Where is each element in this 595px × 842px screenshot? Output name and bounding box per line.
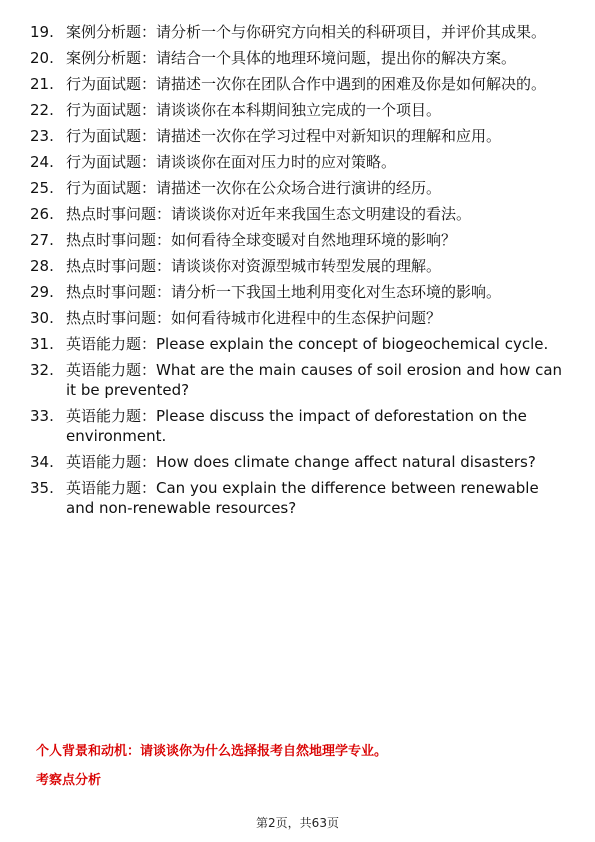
question-number: 25. [30, 179, 54, 197]
question-item [30, 282, 570, 302]
question-item [30, 74, 570, 94]
question-item [30, 360, 570, 400]
question-text: 行为面试题：请谈谈你在面对压力时的应对策略。 [66, 153, 397, 171]
question-item [30, 334, 570, 354]
question-number: 27. [30, 231, 54, 249]
question-item [30, 178, 570, 198]
question-list [30, 22, 570, 524]
question-item [30, 230, 570, 250]
question-number: 30. [30, 309, 54, 327]
question-item [30, 256, 570, 276]
question-item [30, 308, 570, 328]
section-subheading: 考察点分析 [36, 773, 102, 788]
question-number: 31. [30, 335, 54, 353]
question-text: 行为面试题：请描述一次你在公众场合进行演讲的经历。 [66, 179, 442, 197]
question-text: 热点时事问题：请分析一下我国土地利用变化对生态环境的影响。 [66, 283, 502, 301]
question-item [30, 126, 570, 146]
question-item [30, 452, 570, 472]
question-number: 35. [30, 479, 54, 497]
question-item [30, 204, 570, 224]
question-text: 热点时事问题：如何看待全球变暖对自然地理环境的影响？ [66, 231, 457, 249]
question-text: 行为面试题：请谈谈你在本科期间独立完成的一个项目。 [66, 101, 442, 119]
question-text: 英语能力题：What are the main causes of soil erosion and how can it be prevented? [66, 361, 563, 399]
question-number: 28. [30, 257, 54, 275]
question-text: 案例分析题：请结合一个具体的地理环境问题，提出你的解决方案。 [66, 49, 517, 67]
question-number: 19. [30, 23, 54, 41]
question-number: 26. [30, 205, 54, 223]
section-heading: 个人背景和动机：请谈谈你为什么选择报考自然地理学专业。 [36, 744, 388, 759]
question-text: 热点时事问题：如何看待城市化进程中的生态保护问题？ [66, 309, 442, 327]
question-number: 24. [30, 153, 54, 171]
question-text: 热点时事问题：请谈谈你对资源型城市转型发展的理解。 [66, 257, 442, 275]
question-number: 22. [30, 101, 54, 119]
question-item [30, 406, 570, 446]
question-number: 32. [30, 361, 54, 379]
page-number: 第2页，共63页 [256, 816, 339, 830]
question-text: 英语能力题：Please explain the concept of biogeochemical cycle. [66, 335, 549, 353]
question-text: 英语能力题：Please discuss the impact of deforestation on the environment. [66, 407, 527, 445]
question-text: 英语能力题：Can you explain the difference between renewable and non-renewable resources? [66, 479, 539, 517]
question-number: 21. [30, 75, 54, 93]
question-text: 英语能力题：How does climate change affect natural disasters? [66, 453, 536, 471]
question-text: 案例分析题：请分析一个与你研究方向相关的科研项目，并评价其成果。 [66, 23, 547, 41]
question-number: 23. [30, 127, 54, 145]
question-text: 行为面试题：请描述一次你在学习过程中对新知识的理解和应用。 [66, 127, 502, 145]
question-item [30, 48, 570, 68]
question-item [30, 100, 570, 120]
question-item [30, 152, 570, 172]
question-number: 20. [30, 49, 54, 67]
question-item [30, 22, 570, 42]
question-number: 34. [30, 453, 54, 471]
question-text: 行为面试题：请描述一次你在团队合作中遇到的困难及你是如何解决的。 [66, 75, 547, 93]
question-number: 29. [30, 283, 54, 301]
question-number: 33. [30, 407, 54, 425]
question-text: 热点时事问题：请谈谈你对近年来我国生态文明建设的看法。 [66, 205, 472, 223]
question-item [30, 478, 570, 518]
